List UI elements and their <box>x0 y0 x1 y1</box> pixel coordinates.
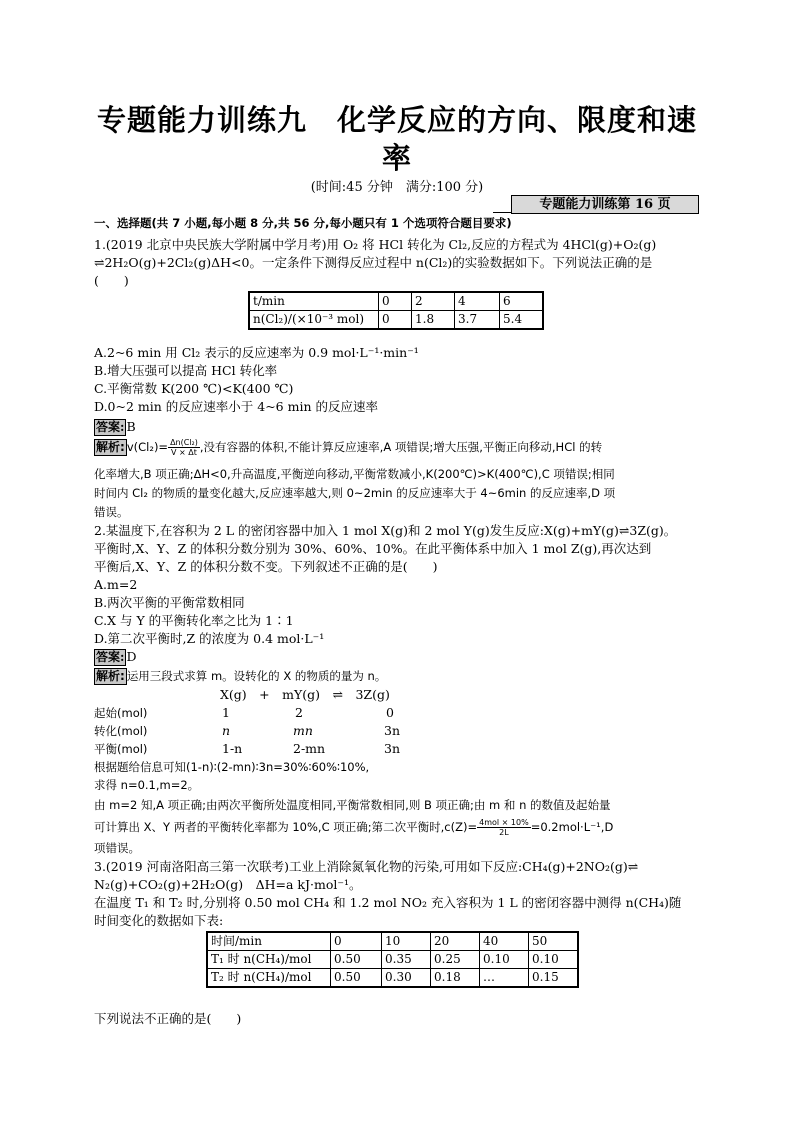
table-cell: 5.4 <box>500 311 544 330</box>
table-cell: 0.10 <box>529 951 579 969</box>
table-cell: 20 <box>431 932 480 951</box>
table-cell: 0 <box>379 292 412 311</box>
answer-badge: 答案: <box>96 650 125 664</box>
q2-analysis-line1: 根据题给信息可知(1-n)∶(2-mn)∶3n=30%∶60%∶10%, <box>94 760 370 774</box>
three-stage-cell: 1-n <box>222 741 243 756</box>
q1-option-d: D.0~2 min 的反应速率小于 4~6 min 的反应速率 <box>94 399 378 414</box>
q1-analysis-line1 <box>94 438 602 457</box>
table-cell: n(Cl₂)/(×10⁻³ mol) <box>249 311 379 330</box>
q1-stem-line1: 1.(2019 北京中央民族大学附属中学月考)用 O₂ 将 HCl 转化为 Cl₂,反应的方程式为 4HCl(g)+O₂(g) <box>94 237 657 252</box>
q1-option-c: C.平衡常数 K(200 ℃)<K(400 ℃) <box>94 381 294 396</box>
analysis-badge: 解析: <box>96 440 125 454</box>
q3-question: 下列说法不正确的是( ) <box>94 1011 242 1026</box>
three-stage-cell: 0 <box>386 705 394 720</box>
q3-stem-line1: 3.(2019 河南洛阳高三第一次联考)工业上消除氮氧化物的污染,可用如下反应:CH₄(g)+2NO₂(g)⇌ <box>94 859 639 874</box>
three-stage-cell: 2-mn <box>293 741 326 756</box>
table-cell: … <box>480 969 529 988</box>
q1-option-a: A.2~6 min 用 Cl₂ 表示的反应速率为 0.9 mol·L⁻¹·min⁻¹ <box>94 345 419 360</box>
fraction-numerator: Δn(Cl₂) <box>170 438 198 447</box>
three-stage-cell: 3n <box>384 723 401 738</box>
q3-stem-line4: 时间变化的数据如下表: <box>94 913 224 928</box>
q2-stem-line2: 平衡时,X、Y、Z 的体积分数分别为 30%、60%、10%。在此平衡体系中加入 1 mol Z(g),再次达到 <box>94 541 652 556</box>
q1-analysis-text1: ,没有容器的体积,不能计算反应速率,A 项错误;增大压强,平衡正向移动,HCl 的转 <box>199 440 603 454</box>
q2-answer-row <box>94 648 136 666</box>
q2-option-b: B.两次平衡的平衡常数相同 <box>94 595 245 610</box>
q2-answer-value: D <box>126 649 137 664</box>
page-title-line1: 专题能力训练九 化学反应的方向、限度和速 <box>96 103 697 137</box>
table-cell: 0.35 <box>382 951 431 969</box>
table-cell: T₂ 时 n(CH₄)/mol <box>207 969 331 988</box>
table-cell: 0 <box>379 311 412 330</box>
q2-analysis-text4b: =0.2mol·L⁻¹,D <box>530 820 614 834</box>
fraction-numerator: 4mol × 10% <box>479 818 529 827</box>
q2-stem-line1: 2.某温度下,在容积为 2 L 的密闭容器中加入 1 mol X(g)和 2 mol Y(g)发生反应:X(g)+mY(g)⇌3Z(g)。 <box>94 523 677 538</box>
three-stage-label-change: 转化(mol) <box>94 724 148 738</box>
three-stage-cell: 2 <box>295 705 303 720</box>
table-cell: 3.7 <box>455 311 500 330</box>
q2-analysis-line3: 由 m=2 知,A 项正确;由两次平衡所处温度相同,平衡常数相同,则 B 项正确;由 m 和 n 的数值及起始量 <box>94 798 611 812</box>
q1-analysis-line3: 时间内 Cl₂ 的物质的量变化越大,反应速率越大,则 0~2min 的反应速率大于 4~6min 的反应速率,D 项 <box>94 486 616 500</box>
three-stage-cell: 3n <box>384 741 401 756</box>
table-cell: 0.15 <box>529 969 579 988</box>
q2-analysis-line5: 项错误。 <box>94 841 140 855</box>
analysis-badge: 解析: <box>96 669 125 683</box>
table-row <box>207 932 578 951</box>
q2-analysis-text4a: 可计算出 X、Y 两者的平衡转化率都为 10%,C 项正确;第二次平衡时,c(Z)= <box>94 820 478 834</box>
q2-option-d: D.第二次平衡时,Z 的浓度为 0.4 mol·L⁻¹ <box>94 631 325 646</box>
time-score-subtitle: (时间:45 分钟 满分:100 分) <box>310 180 484 195</box>
table-cell: 4 <box>455 292 500 311</box>
q1-stem-line3: ( ) <box>94 273 129 288</box>
table-row <box>249 311 543 330</box>
section-heading: 一、选择题(共 7 小题,每小题 8 分,共 56 分,每小题只有 1 个选项符合题目要求) <box>94 216 512 230</box>
q2-option-a: A.m=2 <box>94 577 138 592</box>
q3-stem-line2: N₂(g)+CO₂(g)+2H₂O(g) ΔH=a kJ·mol⁻¹。 <box>94 877 362 892</box>
q2-analysis-line0 <box>94 667 386 685</box>
table-cell: 10 <box>382 932 431 951</box>
table-row <box>207 951 578 969</box>
table-cell: 40 <box>480 932 529 951</box>
three-stage-cell: mn <box>293 723 313 738</box>
table-cell: 时间/min <box>207 932 331 951</box>
q2-option-c: C.X 与 Y 的平衡转化率之比为 1∶1 <box>94 613 294 628</box>
table-cell: T₁ 时 n(CH₄)/mol <box>207 951 331 969</box>
table-cell: 1.8 <box>412 311 455 330</box>
q1-rate-fraction <box>168 438 200 457</box>
three-stage-cell: 1 <box>222 705 230 720</box>
three-stage-label-start: 起始(mol) <box>94 706 148 720</box>
q1-data-table <box>248 291 544 330</box>
q2-analysis-head: 运用三段式求算 m。设转化的 X 的物质的量为 n。 <box>126 669 387 683</box>
three-stage-equation: X(g) + mY(g) ⇌ 3Z(g) <box>220 687 390 702</box>
q1-analysis-head: v(Cl₂)= <box>126 440 169 454</box>
table-cell: 0.50 <box>331 969 382 988</box>
q2-analysis-line4 <box>94 818 613 837</box>
q1-stem-line2: ⇌2H₂O(g)+2Cl₂(g)ΔH<0。一定条件下测得反应过程中 n(Cl₂)的实验数据如下。下列说法正确的是 <box>94 255 653 270</box>
table-cell: 0.30 <box>382 969 431 988</box>
table-cell: 0 <box>331 932 382 951</box>
table-row <box>207 969 578 988</box>
answer-badge: 答案: <box>96 420 125 434</box>
table-cell: 2 <box>412 292 455 311</box>
q1-answer-value: B <box>126 419 136 434</box>
page-reference-tag: 专题能力训练第 16 页 <box>511 195 699 214</box>
table-cell: 0.10 <box>480 951 529 969</box>
table-cell: 50 <box>529 932 579 951</box>
q2-concentration-fraction <box>477 818 531 837</box>
q1-option-b: B.增大压强可以提高 HCl 转化率 <box>94 363 278 378</box>
fraction-denominator: V × Δt <box>171 448 197 457</box>
table-cell: t/min <box>249 292 379 311</box>
page-title-line2: 率 <box>381 141 412 175</box>
q1-analysis-line4: 错误。 <box>94 505 129 519</box>
three-stage-cell: n <box>222 723 231 738</box>
table-cell: 6 <box>500 292 544 311</box>
table-cell: 0.50 <box>331 951 382 969</box>
q2-stem-line3: 平衡后,X、Y、Z 的体积分数不变。下列叙述不正确的是( ) <box>94 559 438 574</box>
q2-analysis-line2: 求得 n=0.1,m=2。 <box>94 778 200 792</box>
table-cell: 0.18 <box>431 969 480 988</box>
table-row <box>249 292 543 311</box>
q1-answer-row <box>94 418 136 436</box>
table-cell: 0.25 <box>431 951 480 969</box>
fraction-denominator: 2L <box>499 828 509 837</box>
q3-data-table <box>206 931 579 988</box>
q1-analysis-line2: 化率增大,B 项正确;ΔH<0,升高温度,平衡逆向移动,平衡常数减小,K(200℃)>K(400℃),C 项错误;相同 <box>94 467 615 481</box>
three-stage-label-equilibrium: 平衡(mol) <box>94 742 148 756</box>
q3-stem-line3: 在温度 T₁ 和 T₂ 时,分别将 0.50 mol CH₄ 和 1.2 mol NO₂ 充入容积为 1 L 的密闭容器中测得 n(CH₄)随 <box>94 895 682 910</box>
